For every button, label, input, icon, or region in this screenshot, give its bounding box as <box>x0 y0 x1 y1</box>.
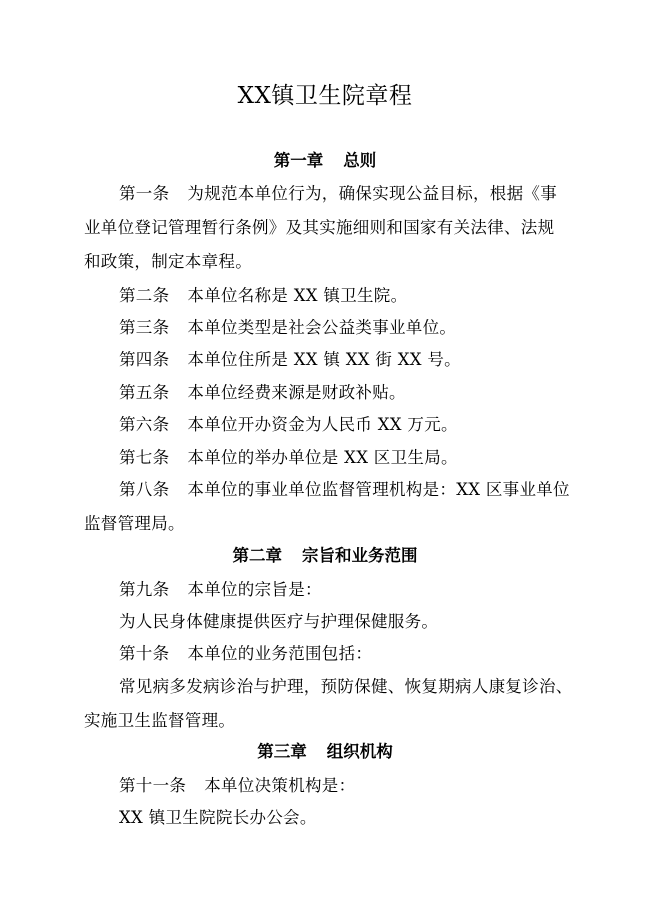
article-text: 本单位经费来源是财政补贴。 <box>187 383 406 402</box>
article-3 <box>84 311 609 345</box>
article-number: 第三条 <box>119 318 170 337</box>
article-6 <box>84 408 609 442</box>
article-7 <box>84 441 609 475</box>
article-number: 第六条 <box>119 415 170 434</box>
article-text: 本单位的业务范围包括： <box>187 644 373 663</box>
chapter-heading-2 <box>0 545 650 567</box>
article-number: 第七条 <box>119 448 170 467</box>
article-text-line: 为规范本单位行为，确保实现公益目标，根据《事 <box>187 184 558 203</box>
article-5 <box>84 376 609 410</box>
article-1 <box>84 177 574 279</box>
article-11-body: XX 镇卫生院院长办公会。 <box>119 808 317 827</box>
article-10-body <box>84 670 574 738</box>
article-9 <box>84 573 609 607</box>
document-title: XX镇卫生院章程 <box>237 83 413 109</box>
article-text: 本单位的举办单位是 XX 区卫生局。 <box>187 448 458 467</box>
chapter-number: 第三章 <box>257 742 307 761</box>
article-text-line: 和政策，制定本章程。 <box>84 252 252 271</box>
article-text: 本单位决策机构是： <box>204 776 356 795</box>
article-8 <box>84 473 574 541</box>
article-text: 本单位名称是 XX 镇卫生院。 <box>187 286 408 305</box>
article-number: 第四条 <box>119 350 170 369</box>
article-9-body: 为人民身体健康提供医疗与护理保健服务。 <box>119 612 439 631</box>
article-4 <box>84 343 609 377</box>
article-number: 第二条 <box>119 286 170 305</box>
article-number: 第十条 <box>119 644 170 663</box>
article-text-line: 常见病多发病诊治与护理，预防保健、恢复期病人康复诊治、 <box>119 677 573 696</box>
article-text-line: 实施卫生监督管理。 <box>84 711 236 730</box>
chapter-heading-1 <box>0 150 650 172</box>
article-number: 第十一条 <box>119 776 187 795</box>
article-number: 第九条 <box>119 580 170 599</box>
chapter-name: 总则 <box>343 151 377 170</box>
article-text-line: 本单位的事业单位监督管理机构是：XX 区事业单位 <box>187 480 570 499</box>
article-number: 第八条 <box>119 480 170 499</box>
article-text-line: 监督管理局。 <box>84 514 185 533</box>
article-text: 本单位住所是 XX 镇 XX 街 XX 号。 <box>187 350 461 369</box>
article-2 <box>84 279 609 313</box>
article-text: 本单位开办资金为人民币 XX 万元。 <box>187 415 458 434</box>
chapter-name: 组织机构 <box>326 742 393 761</box>
article-10 <box>84 637 609 671</box>
chapter-number: 第一章 <box>273 151 324 170</box>
article-text: 本单位类型是社会公益类事业单位。 <box>187 318 457 337</box>
article-11 <box>84 769 609 803</box>
article-number: 第五条 <box>119 383 170 402</box>
article-text: 本单位的宗旨是： <box>187 580 322 599</box>
chapter-heading-3 <box>0 741 650 763</box>
chapter-name: 宗旨和业务范围 <box>302 546 418 565</box>
chapter-number: 第二章 <box>232 546 282 565</box>
article-text-line: 业单位登记管理暂行条例》及其实施细则和国家有关法律、法规 <box>84 218 555 237</box>
article-number: 第一条 <box>119 184 170 203</box>
